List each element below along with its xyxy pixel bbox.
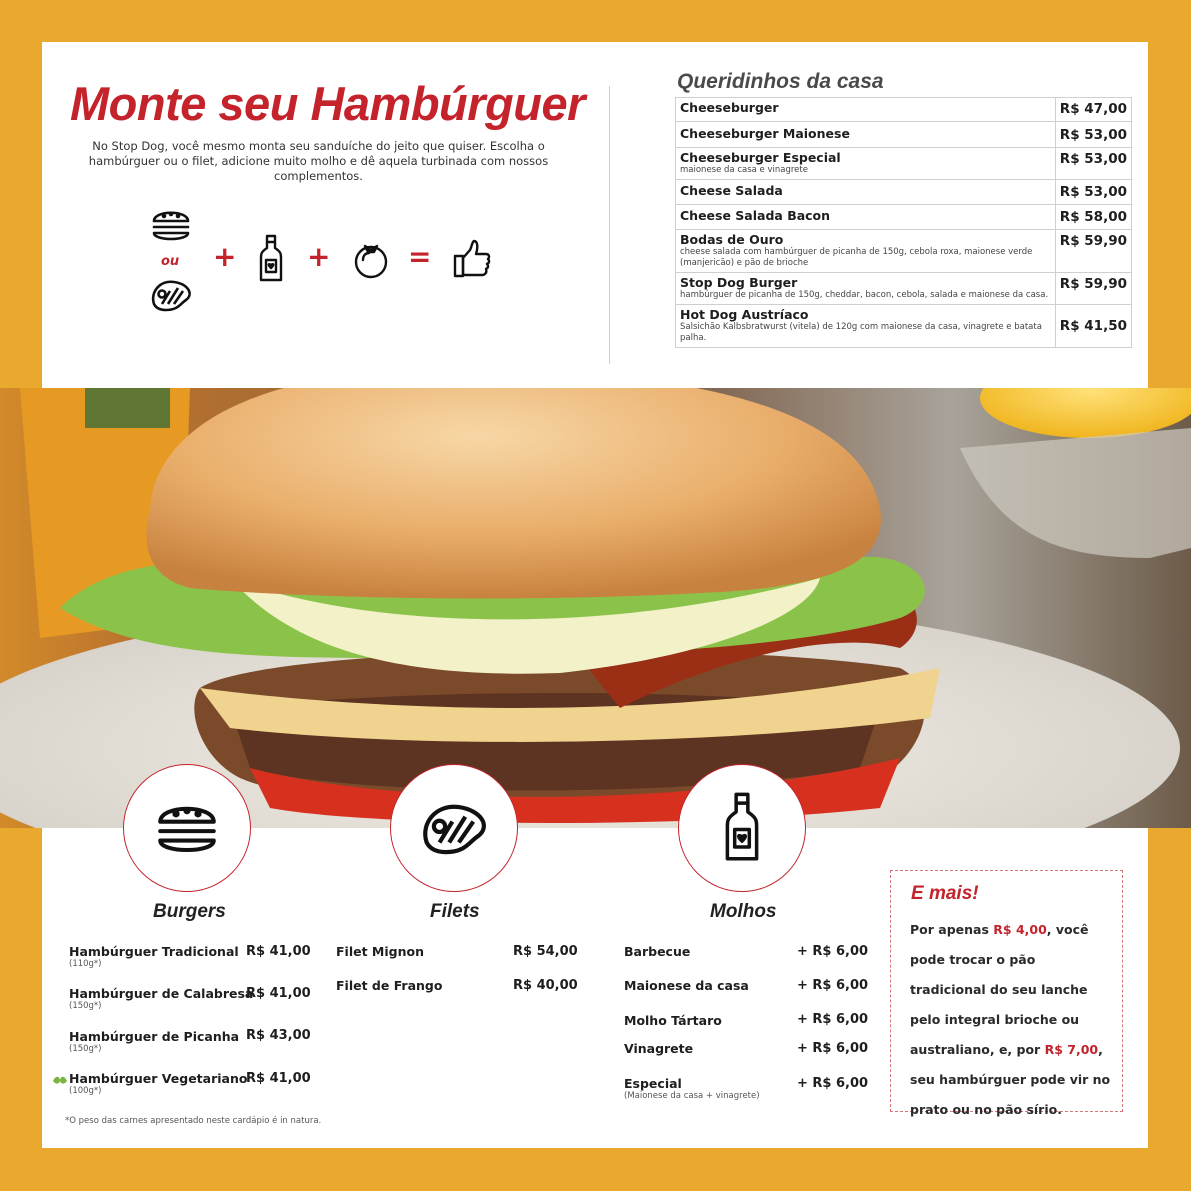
or-label: ou [161,254,180,269]
burgers-title: Burgers [153,901,226,922]
burger-weight: (110g*) [69,959,102,969]
fav-item-name: Cheese Salada Bacon [680,208,831,223]
extras-text-3: , seu hambúrguer pode vir no prato ou no pão sírio. [910,1042,1111,1117]
table-row [676,180,1132,205]
molhos-circle [678,764,806,892]
favorites-title: Queridinhos da casa [677,70,884,93]
table-row [676,122,1132,148]
fav-item-name: Bodas de Ouro [680,232,784,247]
filets-circle [390,764,518,892]
table-row [676,273,1132,305]
steak-icon [148,274,194,316]
fav-item-desc: cheese salada com hambúrguer de picanha de 150g, cebola roxa, maionese verde (manjericão) e pão de brioche [680,247,1033,268]
list-item [69,1071,247,1096]
extras-box [890,870,1123,1117]
burger-price: R$ 43,00 [246,1028,311,1043]
fav-item-price: R$ 59,90 [1055,230,1131,273]
fav-item-name: Stop Dog Burger [680,275,798,290]
filet-price: R$ 54,00 [513,944,578,959]
intro-text: No Stop Dog, você mesmo monta seu sanduíche do jeito que quiser. Escolha o hambúrguer ou o filet, adicione muito molho e dê aquela turbinada com nossos complementos. [88,139,549,183]
burger-weight: (150g*) [69,1044,102,1054]
fav-item-desc: maionese da casa e vinagrete [680,165,808,175]
table-row [676,305,1132,348]
extras-text-2: , você pode trocar o pão tradicional do seu lanche pelo integral brioche ou australiano, e, por [910,922,1089,1057]
sauce-name: Barbecue [624,944,691,959]
fav-item-name: Cheeseburger Maionese [680,126,850,141]
list-item [624,944,690,959]
burger-weight: (150g*) [69,1001,102,1011]
fav-item-price: R$ 41,50 [1055,305,1131,348]
table-row [676,148,1132,180]
burger-name: Hambúrguer Tradicional [69,944,239,959]
filet-name: Filet Mignon [336,944,424,959]
fav-item-name: Cheeseburger Especial [680,150,841,165]
filet-name: Filet de Frango [336,978,443,993]
list-item [69,986,253,1011]
sauce-name: Maionese da casa [624,978,749,993]
sauce-name: Vinagrete [624,1041,694,1056]
burger-name: Hambúrguer de Picanha [69,1029,240,1044]
list-item [624,978,749,993]
filets-title: Filets [430,901,480,922]
burger-name: Hambúrguer de Calabresa [69,986,254,1001]
molhos-title: Molhos [710,901,777,922]
thumbs-up-icon [452,238,492,280]
fav-item-price: R$ 58,00 [1055,205,1131,230]
sauce-price: + R$ 6,00 [797,1076,869,1091]
extras-price-2: R$ 7,00 [1044,1042,1099,1057]
build-formula [140,200,500,320]
sauce-sub: (Maionese da casa + vinagrete) [624,1091,760,1101]
burger-weight: (100g*) [69,1086,102,1096]
list-item [624,1076,760,1101]
sauce-name: Molho Tártaro [624,1013,722,1028]
extras-price-1: R$ 4,00 [993,922,1047,937]
fav-item-name: Hot Dog Austríaco [680,307,809,322]
fav-item-name: Cheeseburger [680,100,779,115]
fav-item-price: R$ 53,00 [1055,148,1131,180]
favorites-table [675,97,1132,348]
list-item [69,1029,239,1054]
fav-item-price: R$ 47,00 [1055,98,1131,122]
extras-text-1: Por apenas [910,922,994,937]
fav-item-desc: Salsichão Kalbsbratwurst (vitela) de 120g com maionese da casa, vinagrete e batata palha. [680,322,1042,343]
vegetarian-leaf-icon [52,1074,68,1086]
table-row [676,230,1132,273]
fav-item-price: R$ 53,00 [1055,122,1131,148]
table-row [676,205,1132,230]
sauce-price: + R$ 6,00 [797,1041,869,1056]
sauce-price: + R$ 6,00 [797,944,869,959]
tomato-icon [352,238,390,280]
burger-price: R$ 41,00 [246,1071,311,1086]
list-item [336,978,442,993]
plus-sign-1: + [213,240,237,273]
fav-item-name: Cheese Salada [680,183,783,198]
plus-sign-2: + [307,240,331,273]
extras-text [910,915,1115,1125]
burger-name: Hambúrguer Vegetariano [69,1071,248,1086]
fav-item-price: R$ 59,90 [1055,273,1131,305]
page-title: Monte seu Hambúrguer [70,77,585,130]
extras-title: E mais! [911,883,979,904]
equals-sign: = [408,240,432,273]
list-item [624,1041,693,1056]
fav-item-desc: hambúrguer de picanha de 150g, cheddar, bacon, cebola, salada e maionese da casa. [680,290,1049,300]
sauce-price: + R$ 6,00 [797,978,869,993]
list-item [624,1013,722,1028]
sauce-bottle-icon [258,234,284,284]
burger-icon [150,204,192,246]
weight-note: *O peso das carnes apresentado neste cardápio é in natura. [65,1116,322,1126]
sauce-bottle-icon [723,791,761,865]
burger-price: R$ 41,00 [246,944,311,959]
burger-icon [154,795,220,861]
burger-photo [0,388,1191,828]
list-item [336,944,424,959]
table-row [676,98,1132,122]
fav-item-price: R$ 53,00 [1055,180,1131,205]
steak-icon [417,794,491,862]
sauce-price: + R$ 6,00 [797,1012,869,1027]
sauce-name: Especial [624,1076,682,1091]
burger-price: R$ 41,00 [246,986,311,1001]
filet-price: R$ 40,00 [513,978,578,993]
vertical-divider [609,86,610,364]
list-item [69,944,239,969]
burgers-circle [123,764,251,892]
